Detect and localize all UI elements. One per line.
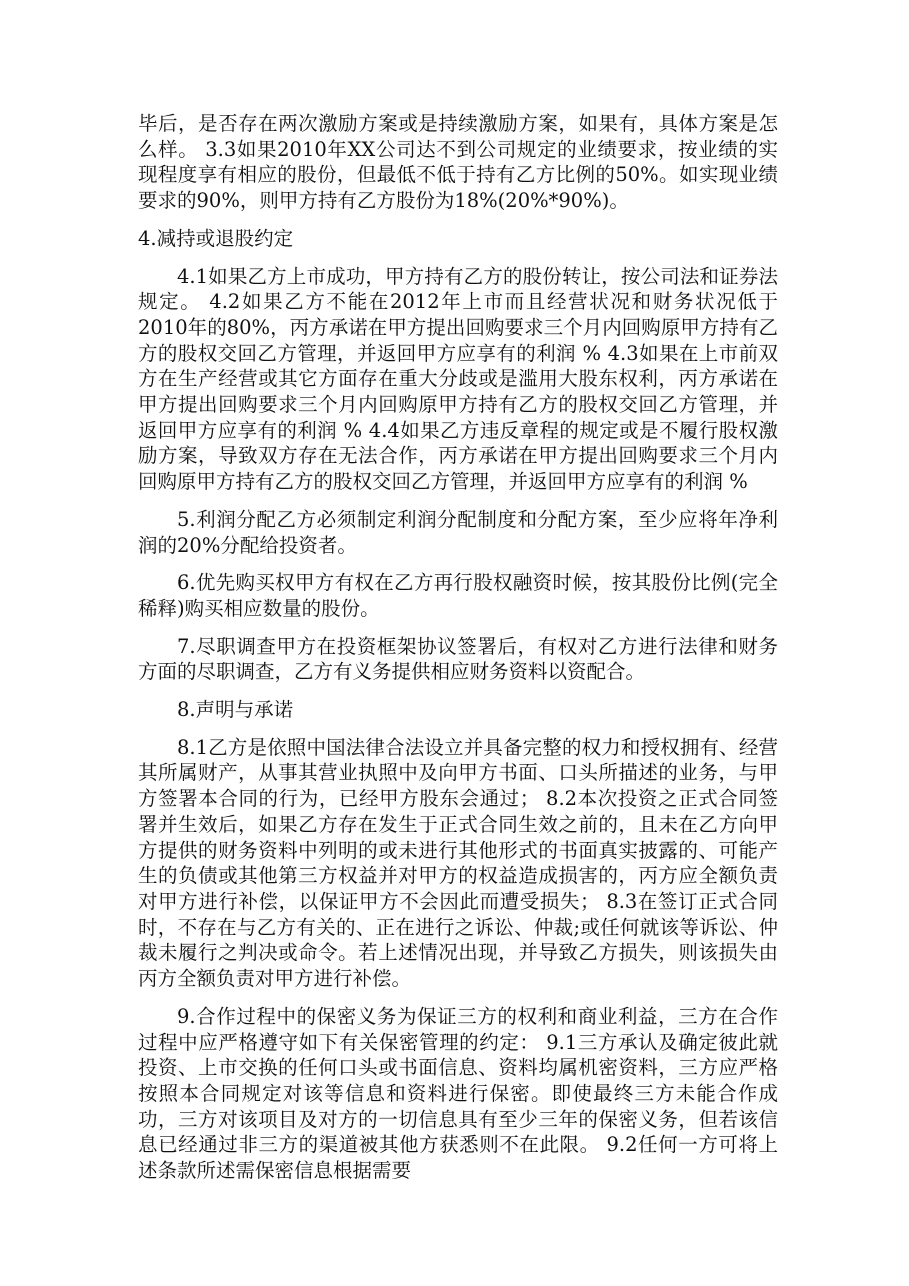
paragraph-section-4: 4.1如果乙方上市成功，甲方持有乙方的股份转让，按公司法和证券法规定。 4.2如果乙方不能在2012年上市而且经营状况和财务状况低于2010年的80%，丙方承诺在甲方提出回购要求三个月内回购原甲方持有乙方的股权交回乙方管理，并返回甲方应享有的利润 % 4.3如果在上市前双方在生产经营或其它方面存在重大分歧或是滥用大股东权利，丙方承诺在甲方提出回购要求三个月内回购原甲方持有乙方的股权交回乙方管理，并返回甲方应享有的利润 % 4.4如果乙方违反章程的规定或是不履行股权激励方案，导致双方存在无法合作，丙方承诺在甲方提出回购要求三个月内回购原甲方持有乙方的股权交回乙方管理，并返回甲方应享有的利润 % [138,264,778,494]
paragraph-section-6: 6.优先购买权甲方有权在乙方再行股权融资时候，按其股份比例(完全稀释)购买相应数量的股份。 [138,571,778,620]
paragraph-section-7: 7.尽职调查甲方在投资框架协议签署后，有权对乙方进行法律和财务方面的尽职调查，乙方有义务提供相应财务资料以资配合。 [138,634,778,684]
paragraph-continuation-3: 毕后，是否存在两次激励方案或是持续激励方案，如果有，具体方案是怎么样。 3.3如果2010年XX公司达不到公司规定的业绩要求，按业绩的实现程度享有相应的股份，但最低不低于持有乙方比例的50%。如实现业绩要求的90%，则甲方持有乙方股份为18%(20%*90%)。 [138,112,778,213]
section-heading-8: 8.声明与承诺 [177,698,294,722]
section-heading-4: 4.减持或退股约定 [138,226,294,250]
paragraph-section-5: 5.利润分配乙方必须制定利润分配制度和分配方案，至少应将年净利润的20%分配给投资者。 [138,507,778,557]
paragraph-section-8: 8.1乙方是依照中国法律合法设立并具备完整的权力和授权拥有、经营其所属财产，从事其营业执照中及向甲方书面、口头所描述的业务，与甲方签署本合同的行为，已经甲方股东会通过； 8.2本次投资之正式合同签署并生效后，如果乙方存在发生于正式合同生效之前的，且未在乙方向甲方提供的财务资料中列明的或未进行其他形式的书面真实披露的、可能产生的负债或其他第三方权益并对甲方的权益造成损害的，丙方应全额负责对甲方进行补偿，以保证甲方不会因此而遭受损失； 8.3在签订正式合同时，不存在与乙方有关的、正在进行之诉讼、仲裁;或任何就该等诉讼、仲裁未履行之判决或命令。若上述情况出现，并导致乙方损失，则该损失由丙方全额负责对甲方进行补偿。 [138,735,778,991]
paragraph-section-9: 9.合作过程中的保密义务为保证三方的权利和商业利益，三方在合作过程中应严格遵守如下有关保密管理的约定： 9.1三方承认及确定彼此就投资、上市交换的任何口头或书面信息、资料均属机密资料，三方应严格按照本合同规定对该等信息和资料进行保密。即使最终三方未能合作成功，三方对该项目及对方的一切信息具有至少三年的保密义务，但若该信息已经通过非三方的渠道被其他方获悉则不在此限。 9.2任何一方可将上述条款所述需保密信息根据需要 [138,1004,778,1183]
document-body [138,111,778,1196]
